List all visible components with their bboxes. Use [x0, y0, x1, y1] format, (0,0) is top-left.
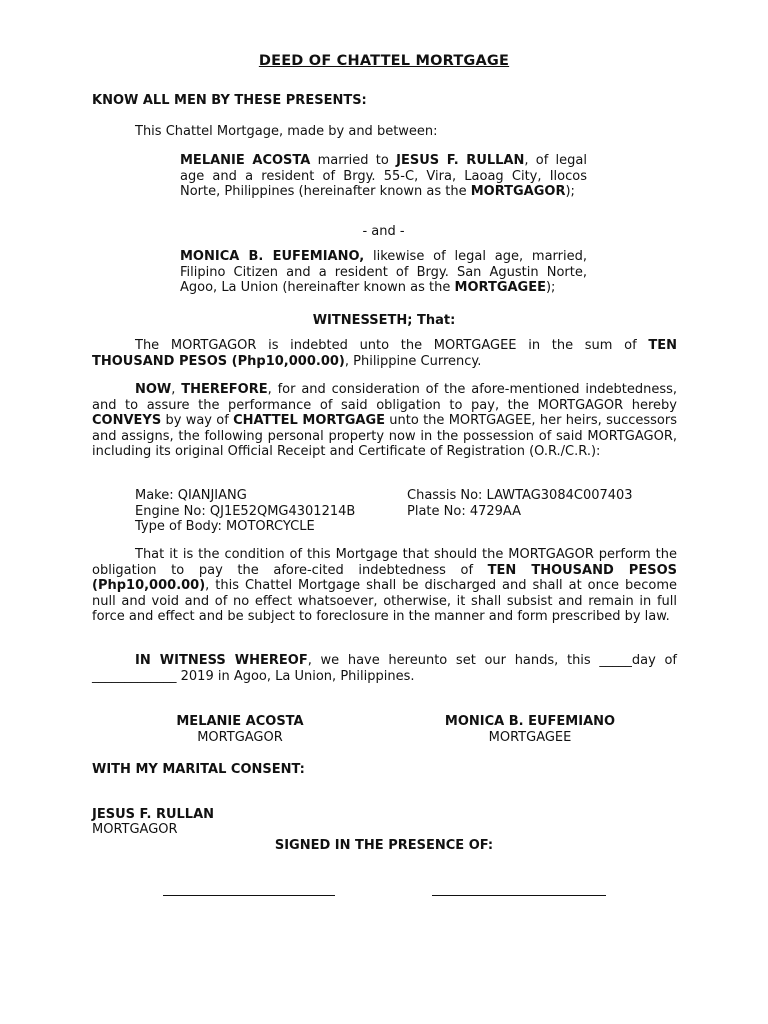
marital-consent-heading: WITH MY MARITAL CONSENT:	[92, 762, 305, 777]
witnesseth-heading: WITNESSETH; That:	[312, 313, 456, 328]
witness-whereof-paragraph: IN WITNESS WHEREOF, we have hereunto set our hands, this _____day of _____________ 2019 in Agoo, La Union, Philippines.	[92, 653, 677, 684]
signatory-right-role: MORTGAGEE	[488, 730, 572, 745]
witness-signature-line-left	[163, 895, 335, 896]
property-make: Make: QIANJIANG	[135, 488, 247, 503]
know-all-heading: KNOW ALL MEN BY THESE PRESENTS:	[92, 93, 367, 108]
indebtedness-paragraph: The MORTGAGOR is indebted unto the MORTGAGEE in the sum of TEN THOUSAND PESOS (Php10,000.00), Philippine Currency.	[92, 338, 677, 369]
loan-amount: TEN THOUSAND PESOS (Php10,000.00)	[92, 338, 677, 369]
signatory-right-name: MONICA B. EUFEMIANO	[444, 714, 616, 729]
property-chassis: Chassis No: LAWTAG3084C007403	[407, 488, 633, 503]
and-separator: - and -	[362, 224, 405, 239]
signed-presence-heading: SIGNED IN THE PRESENCE OF:	[274, 838, 494, 853]
mortgagor-name: MELANIE ACOSTA	[180, 153, 311, 168]
conveyance-paragraph: NOW, THEREFORE, for and consideration of the afore-mentioned indebtedness, and to assure the performance of said obligation to pay, the MORTGAGOR hereby CONVEYS by way of CHATTEL MORTGAGE unto the MORTGAGEE, her heirs, successors and assigns, the following personal property now in the possession of said MORTGAGOR, including its original Official Receipt and Certificate of Registration (O.R./C.R.):	[92, 382, 677, 459]
intro-line: This Chattel Mortgage, made by and between:	[135, 124, 438, 139]
spouse-sign-role: MORTGAGOR	[92, 822, 178, 837]
signatory-left-name: MELANIE ACOSTA	[176, 714, 304, 729]
condition-paragraph: That it is the condition of this Mortgage that should the MORTGAGOR perform the obligation to pay the afore-cited indebtedness of TEN THOUSAND PESOS (Php10,000.00), this Chattel Mortgage shall be discharged and shall at once become null and void and of no effect whatsoever, otherwise, it shall subsist and remain in full force and effect and be subject to foreclosure in the manner and form prescribed by law.	[92, 547, 677, 624]
witness-signature-line-right	[432, 895, 606, 896]
mortgagee-name: MONICA B. EUFEMIANO,	[180, 249, 365, 264]
property-engine: Engine No: QJ1E52QMG4301214B	[135, 504, 356, 519]
mortgagor-paragraph: MELANIE ACOSTA married to JESUS F. RULLAN, of legal age and a resident of Brgy. 55-C, Vira, Laoag City, Ilocos Norte, Philippines (hereinafter known as the MORTGAGOR);	[180, 153, 587, 199]
property-body-type: Type of Body: MOTORCYCLE	[135, 519, 315, 534]
spouse-sign-name: JESUS F. RULLAN	[92, 807, 215, 822]
document-title: DEED OF CHATTEL MORTGAGE	[258, 53, 510, 69]
mortgagor-role: MORTGAGOR	[470, 184, 566, 199]
mortgagee-paragraph: MONICA B. EUFEMIANO, likewise of legal age, married, Filipino Citizen and a resident of Brgy. San Agustin Norte, Agoo, La Union (hereinafter known as the MORTGAGEE);	[180, 249, 587, 295]
spouse-name: JESUS F. RULLAN	[396, 153, 525, 168]
property-plate: Plate No: 4729AA	[407, 504, 522, 519]
mortgagee-role: MORTGAGEE	[454, 280, 546, 295]
signatory-left-role: MORTGAGOR	[197, 730, 283, 745]
